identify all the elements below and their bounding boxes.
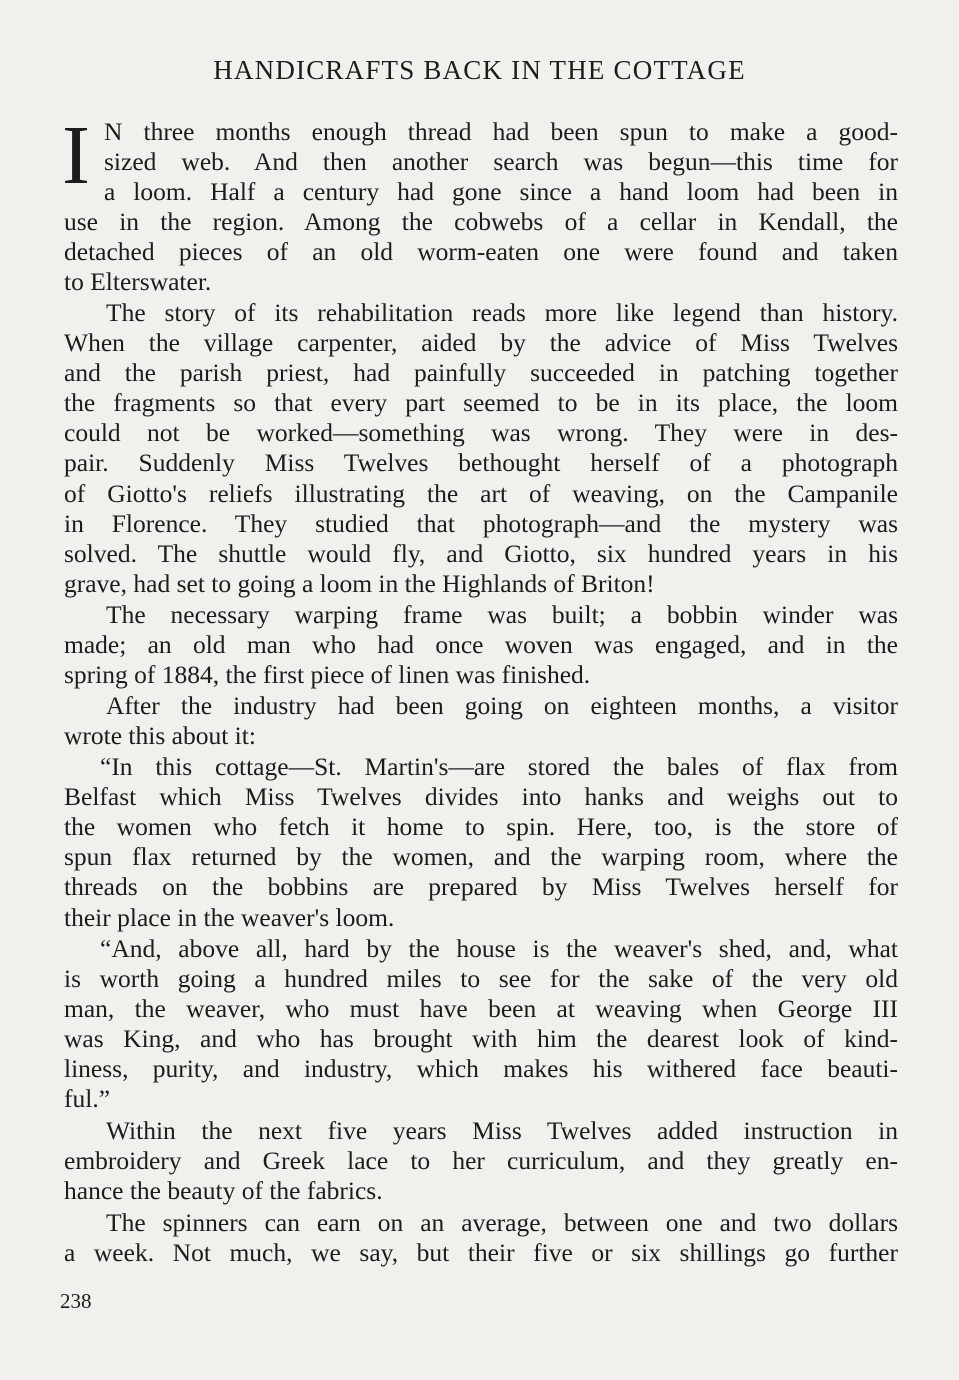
text-line: to Elterswater. xyxy=(64,267,212,296)
text-line: a week. Not much, we say, but their five or six shillings go further xyxy=(64,1238,898,1267)
text-line: embroidery and Greek lace to her curriculum, and they greatly en- xyxy=(64,1146,898,1175)
text-line: When the village carpenter, aided by the advice of Miss Twelves xyxy=(64,328,898,357)
text-line: use in the region. Among the cobwebs of a cellar in Kendall, the xyxy=(64,207,898,236)
text-line: After the industry had been going on eighteen months, a visitor xyxy=(106,691,898,720)
text-line: of Giotto's reliefs illustrating the art of weaving, on the Campanile xyxy=(64,479,898,508)
text-line: and the parish priest, had painfully succeeded in patching together xyxy=(64,358,898,387)
text-line: “In this cottage—St. Martin's—are stored the bales of flax from xyxy=(100,752,898,781)
text-line: pair. Suddenly Miss Twelves bethought herself of a photograph xyxy=(64,448,898,477)
text-line: ful.” xyxy=(64,1084,111,1113)
text-line: sized web. And then another search was begun—this time for xyxy=(104,147,898,176)
text-line: N three months enough thread had been spun to make a good- xyxy=(104,117,898,146)
text-line: threads on the bobbins are prepared by Miss Twelves herself for xyxy=(64,872,898,901)
text-line: wrote this about it: xyxy=(64,721,256,750)
text-line: The spinners can earn on an average, between one and two dollars xyxy=(106,1208,898,1237)
text-line: spring of 1884, the first piece of linen was finished. xyxy=(64,660,591,689)
text-line: was King, and who has brought with him the dearest look of kind- xyxy=(64,1024,898,1053)
text-line: solved. The shuttle would fly, and Giotto, six hundred years in his xyxy=(64,539,898,568)
text-line: spun flax returned by the women, and the warping room, where the xyxy=(64,842,898,871)
text-line: the fragments so that every part seemed to be in its place, the loom xyxy=(64,388,898,417)
text-line: Within the next five years Miss Twelves added instruction in xyxy=(106,1116,898,1145)
text-line: man, the weaver, who must have been at weaving when George III xyxy=(64,994,898,1023)
text-line: detached pieces of an old worm-eaten one were found and taken xyxy=(64,237,898,266)
drop-cap: I xyxy=(62,109,90,202)
text-line: hance the beauty of the fabrics. xyxy=(64,1176,383,1205)
text-line: their place in the weaver's loom. xyxy=(64,903,395,932)
text-line: is worth going a hundred miles to see for the sake of the very old xyxy=(64,964,898,993)
text-line: made; an old man who had once woven was engaged, and in the xyxy=(64,630,898,659)
text-line: the women who fetch it home to spin. Here, too, is the store of xyxy=(64,812,898,841)
text-line: The necessary warping frame was built; a bobbin winder was xyxy=(106,600,898,629)
text-line: a loom. Half a century had gone since a hand loom had been in xyxy=(104,177,898,206)
text-line: “And, above all, hard by the house is the weaver's shed, and, what xyxy=(100,934,898,963)
text-line: in Florence. They studied that photograph—and the mystery was xyxy=(64,509,898,538)
text-line: could not be worked—something was wrong. They were in des- xyxy=(64,418,898,447)
text-line: The story of its rehabilitation reads more like legend than history. xyxy=(106,298,898,327)
text-line: Belfast which Miss Twelves divides into hanks and weighs out to xyxy=(64,782,898,811)
running-head: HANDICRAFTS BACK IN THE COTTAGE xyxy=(213,55,746,85)
page-number: 238 xyxy=(60,1289,92,1313)
text-line: grave, had set to going a loom in the Highlands of Briton! xyxy=(64,569,655,598)
text-line: liness, purity, and industry, which makes his withered face beauti- xyxy=(64,1054,898,1083)
